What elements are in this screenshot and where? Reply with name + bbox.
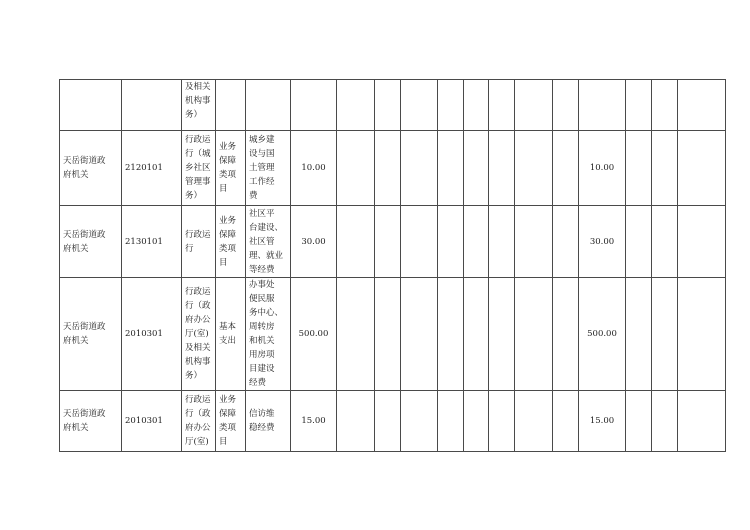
- empty-cell: [489, 131, 515, 206]
- empty-cell: [553, 131, 579, 206]
- empty-cell: [375, 131, 401, 206]
- code-cell: [122, 80, 182, 131]
- empty-cell: [375, 391, 401, 452]
- empty-cell: [652, 391, 678, 452]
- unit-cell: 天岳街道政 府机关: [60, 206, 122, 278]
- empty-cell: [678, 278, 726, 391]
- empty-cell: [626, 80, 652, 131]
- empty-cell: [401, 206, 438, 278]
- total-cell: 15.00: [579, 391, 626, 452]
- project-cell: 社区平 台建设、 社区管 理、就业 等经费: [246, 206, 291, 278]
- category-cell: 业务 保障 类项 目: [216, 131, 246, 206]
- amount-cell: 30.00: [291, 206, 337, 278]
- empty-cell: [464, 131, 489, 206]
- code-cell: 2120101: [122, 131, 182, 206]
- empty-cell: [626, 131, 652, 206]
- empty-cell: [337, 391, 375, 452]
- empty-cell: [438, 131, 464, 206]
- empty-cell: [652, 80, 678, 131]
- project-cell: [246, 80, 291, 131]
- unit-cell: 天岳街道政 府机关: [60, 278, 122, 391]
- total-cell: [579, 80, 626, 131]
- empty-cell: [375, 206, 401, 278]
- total-cell: 10.00: [579, 131, 626, 206]
- unit-cell: 天岳街道政 府机关: [60, 391, 122, 452]
- empty-cell: [553, 391, 579, 452]
- empty-cell: [652, 278, 678, 391]
- function-cell: 及相关 机构事 务）: [182, 80, 216, 131]
- empty-cell: [553, 278, 579, 391]
- empty-cell: [515, 391, 553, 452]
- function-cell: 行政运 行（政 府办公 厅(室): [182, 391, 216, 452]
- empty-cell: [678, 131, 726, 206]
- empty-cell: [553, 80, 579, 131]
- empty-cell: [652, 206, 678, 278]
- empty-cell: [337, 80, 375, 131]
- code-cell: 2010301: [122, 278, 182, 391]
- category-cell: 基本 支出: [216, 278, 246, 391]
- empty-cell: [401, 131, 438, 206]
- empty-cell: [515, 131, 553, 206]
- empty-cell: [375, 80, 401, 131]
- function-cell: 行政运 行（政 府办公 厅(室) 及相关 机构事 务）: [182, 278, 216, 391]
- empty-cell: [626, 278, 652, 391]
- empty-cell: [489, 206, 515, 278]
- empty-cell: [553, 206, 579, 278]
- project-cell: 办事处 便民服 务中心、 周转房 和机关 用房项 目建设 经费: [246, 278, 291, 391]
- empty-cell: [438, 278, 464, 391]
- empty-cell: [678, 391, 726, 452]
- project-cell: 城乡建 设与国 土管理 工作经 费: [246, 131, 291, 206]
- empty-cell: [678, 206, 726, 278]
- category-cell: [216, 80, 246, 131]
- budget-table: [59, 79, 726, 452]
- empty-cell: [464, 80, 489, 131]
- empty-cell: [678, 80, 726, 131]
- empty-cell: [489, 391, 515, 452]
- category-cell: 业务 保障 类项 目: [216, 206, 246, 278]
- amount-cell: 10.00: [291, 131, 337, 206]
- empty-cell: [515, 80, 553, 131]
- project-cell: 信访维 稳经费: [246, 391, 291, 452]
- empty-cell: [464, 278, 489, 391]
- unit-cell: [60, 80, 122, 131]
- table-row: [60, 80, 726, 131]
- empty-cell: [515, 278, 553, 391]
- function-cell: 行政运 行（城 乡社区 管理事 务）: [182, 131, 216, 206]
- function-cell: 行政运 行: [182, 206, 216, 278]
- empty-cell: [401, 391, 438, 452]
- amount-cell: 500.00: [291, 278, 337, 391]
- empty-cell: [652, 131, 678, 206]
- empty-cell: [489, 278, 515, 391]
- empty-cell: [337, 131, 375, 206]
- code-cell: 2130101: [122, 206, 182, 278]
- amount-cell: 15.00: [291, 391, 337, 452]
- category-cell: 业务 保障 类项 目: [216, 391, 246, 452]
- empty-cell: [464, 206, 489, 278]
- empty-cell: [438, 206, 464, 278]
- empty-cell: [337, 278, 375, 391]
- empty-cell: [401, 278, 438, 391]
- empty-cell: [337, 206, 375, 278]
- empty-cell: [438, 391, 464, 452]
- total-cell: 500.00: [579, 278, 626, 391]
- empty-cell: [515, 206, 553, 278]
- unit-cell: 天岳街道政 府机关: [60, 131, 122, 206]
- empty-cell: [464, 391, 489, 452]
- empty-cell: [626, 391, 652, 452]
- code-cell: 2010301: [122, 391, 182, 452]
- amount-cell: [291, 80, 337, 131]
- table-row: [60, 391, 726, 452]
- empty-cell: [401, 80, 438, 131]
- table-row: [60, 278, 726, 391]
- empty-cell: [438, 80, 464, 131]
- empty-cell: [489, 80, 515, 131]
- empty-cell: [375, 278, 401, 391]
- total-cell: 30.00: [579, 206, 626, 278]
- empty-cell: [626, 206, 652, 278]
- table-row: [60, 131, 726, 206]
- table-row: [60, 206, 726, 278]
